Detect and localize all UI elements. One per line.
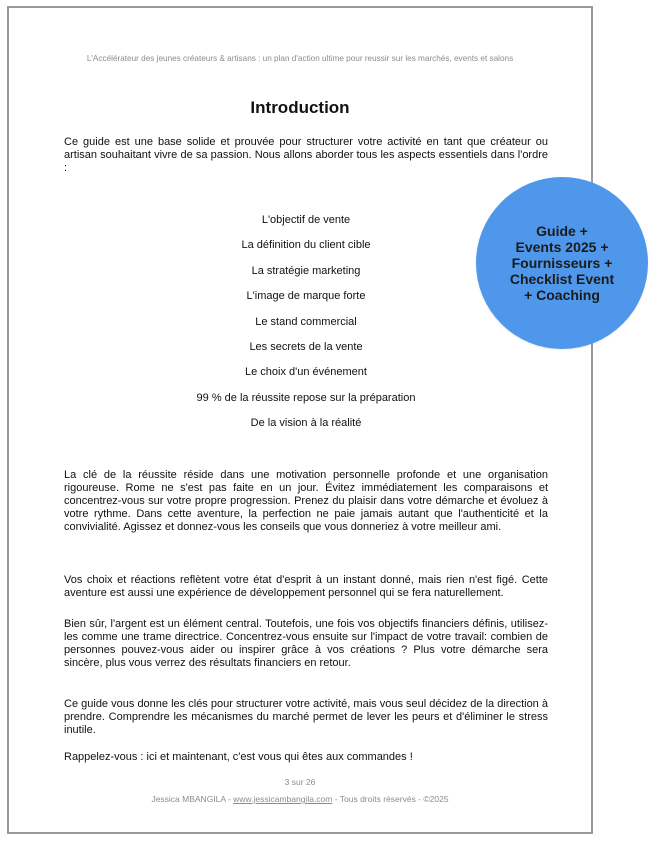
topic-item: Le stand commercial bbox=[255, 315, 357, 328]
topic-item: La définition du client cible bbox=[241, 239, 371, 252]
topic-item: Le choix d'un événement bbox=[245, 366, 367, 379]
page-footer bbox=[9, 794, 591, 804]
badge-line: Fournisseurs + bbox=[511, 255, 613, 271]
footer-rights: - Tous droits réservés - ©2025 bbox=[332, 794, 449, 804]
topic-item: Les secrets de la vente bbox=[249, 340, 363, 353]
page-title: Introduction bbox=[250, 98, 350, 117]
badge-line: Guide + bbox=[536, 223, 588, 239]
topic-item: L'objectif de vente bbox=[261, 214, 351, 226]
footer-author: Jessica MBANGILA - bbox=[151, 794, 234, 804]
body-paragraph: Bien sûr, l'argent est un élément central. Toutefois, une fois vos objectifs financiers définis, utilisez-les comme une trame directrice. Concentrez-vous ensuite sur l'impact de votre travail: combien de personnes pouvez-vous aider ou inspirer grâce à vos créations ? Plus votre démarche sera sincère, plus vous verrez des résultats financiers en retour. bbox=[64, 618, 548, 669]
intro-paragraph: Ce guide est une base solide et prouvée pour structurer votre activité en tant que créateur ou artisan souhaitant vivre de sa passion. Nous allons aborder tous les aspects essentiels dans l'ordre : bbox=[64, 136, 548, 174]
badge-line: + Coaching bbox=[524, 287, 600, 303]
website-link[interactable]: www.jessicambangila.com bbox=[233, 794, 333, 804]
page-number: 3 sur 26 bbox=[284, 777, 316, 787]
badge-line: Checklist Event bbox=[509, 271, 615, 287]
body-paragraph: Vos choix et réactions reflètent votre état d'esprit à un instant donné, mais rien n'est figé. Cette aventure est aussi une expérience de développement personnel qui se fera naturellement. bbox=[64, 574, 548, 599]
badge-line: Events 2025 + bbox=[515, 239, 609, 255]
topic-item: De la vision à la réalité bbox=[250, 417, 362, 430]
topic-item: L'image de marque forte bbox=[246, 290, 366, 303]
running-header: L'Accélérateur des jeunes créateurs & artisans : un plan d'action ultime pour reussir sur les marchés, events et salons bbox=[86, 54, 514, 63]
topic-item: La stratégie marketing bbox=[251, 264, 361, 277]
topic-item: 99 % de la réussite repose sur la préparation bbox=[196, 391, 416, 404]
offer-badge[interactable] bbox=[476, 177, 648, 349]
topics-list bbox=[64, 212, 548, 441]
body-paragraph: Ce guide vous donne les clés pour structurer votre activité, mais vous seul décidez de la direction à prendre. Comprendre les mécanismes du marché permet de lever les peurs et d'éliminer le stress inutile. bbox=[64, 698, 548, 736]
closing-paragraph: Rappelez-vous : ici et maintenant, c'est vous qui êtes aux commandes ! bbox=[64, 751, 413, 763]
document-page bbox=[7, 6, 593, 834]
body-paragraph: La clé de la réussite réside dans une motivation personnelle profonde et une organisation rigoureuse. Rome ne s'est pas faite en un jour. Évitez immédiatement les comparaisons et concentrez-vous sur votre propre progression. Prenez du plaisir dans votre démarche et évoluez à votre rythme. Dans cette aventure, la perfection ne paie jamais autant que l'authenticité et la convivialité. Agissez et donnez-vous les conseils que vous donneriez à votre meilleur ami. bbox=[64, 469, 548, 533]
